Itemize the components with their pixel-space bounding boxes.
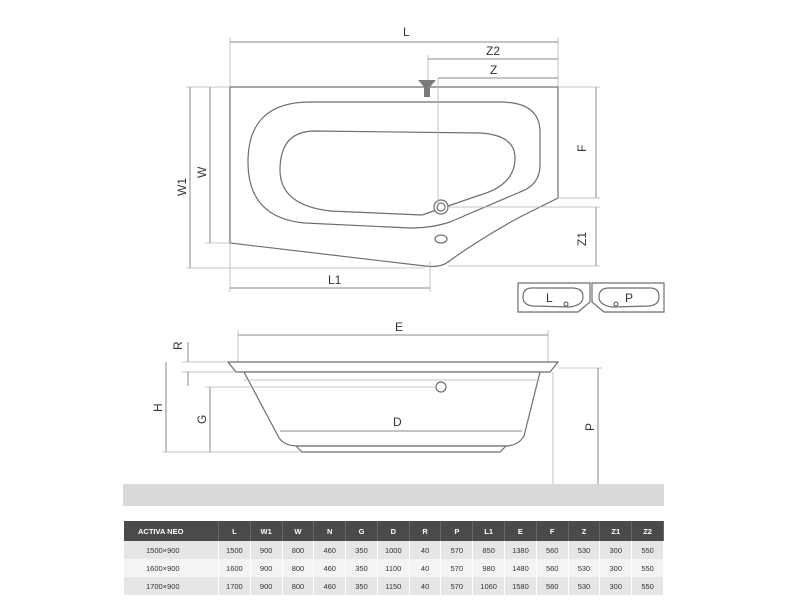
dim-label-z2: Z2	[486, 44, 501, 58]
table-cell: 980	[473, 559, 505, 577]
table-header-cell: F	[536, 521, 568, 541]
dim-label-z: Z	[490, 63, 498, 77]
dim-label-w1: W1	[175, 178, 189, 196]
table-cell: 550	[632, 559, 664, 577]
dim-label-f: F	[575, 144, 589, 152]
table-cell: 300	[600, 577, 632, 595]
table-cell: 40	[409, 541, 441, 559]
table-cell: 1500	[219, 541, 251, 559]
table-cell: 1600×900	[124, 559, 219, 577]
dim-label-r: R	[171, 341, 185, 350]
table-cell: 350	[346, 577, 378, 595]
table-cell: 570	[441, 577, 473, 595]
table-header-cell: ACTIVA NEO	[124, 521, 219, 541]
table-row	[124, 541, 664, 559]
table-header-cell: P	[441, 521, 473, 541]
table-row	[124, 559, 664, 577]
table-cell: 1150	[377, 577, 409, 595]
table-cell: 850	[473, 541, 505, 559]
table-header-cell: E	[505, 521, 537, 541]
table-cell: 460	[314, 577, 346, 595]
table-cell: 300	[600, 559, 632, 577]
table-header-cell: N	[314, 521, 346, 541]
table-cell: 1060	[473, 577, 505, 595]
table-header-cell: Z	[568, 521, 600, 541]
table-cell: 460	[314, 559, 346, 577]
table-cell: 1700	[219, 577, 251, 595]
tub-body-side	[244, 372, 540, 446]
table-cell: 550	[632, 541, 664, 559]
table-header-cell: L	[219, 521, 251, 541]
table-cell: 1380	[505, 541, 537, 559]
table-cell: 530	[568, 577, 600, 595]
table-cell: 1580	[505, 577, 537, 595]
table-header-cell: W1	[250, 521, 282, 541]
table-cell: 900	[250, 559, 282, 577]
table-cell: 550	[632, 577, 664, 595]
table-header-cell: Z2	[632, 521, 664, 541]
table-cell: 1500×900	[124, 541, 219, 559]
dim-label-l: L	[403, 25, 410, 39]
table-cell: 40	[409, 559, 441, 577]
table-cell: 900	[250, 541, 282, 559]
table-cell: 350	[346, 541, 378, 559]
table-cell: 1700×900	[124, 577, 219, 595]
table-header-cell: Z1	[600, 521, 632, 541]
variant-right-label: P	[625, 291, 634, 305]
table-cell: 560	[536, 541, 568, 559]
dim-label-p: P	[583, 422, 597, 431]
table-cell: 560	[536, 559, 568, 577]
dim-label-z1: Z1	[575, 231, 589, 246]
table-header-cell: D	[377, 521, 409, 541]
dim-label-e: E	[395, 320, 404, 334]
table-cell: 1100	[377, 559, 409, 577]
dimensions-table	[124, 521, 664, 595]
table-cell: 560	[536, 577, 568, 595]
table-cell: 300	[600, 541, 632, 559]
dim-label-l1: L1	[328, 273, 342, 287]
table-header-cell: L1	[473, 521, 505, 541]
table-cell: 570	[441, 559, 473, 577]
dim-label-h: H	[151, 403, 165, 412]
table-cell: 800	[282, 559, 314, 577]
table-cell: 350	[346, 559, 378, 577]
floor	[123, 484, 664, 506]
tub-rim-side	[228, 362, 558, 372]
table-row	[124, 577, 664, 595]
table-header-cell: R	[409, 521, 441, 541]
table-cell: 900	[250, 577, 282, 595]
overflow-icon	[435, 235, 447, 243]
dim-label-d: D	[393, 415, 402, 429]
top-view	[175, 25, 600, 292]
dim-label-g: G	[195, 414, 209, 424]
table-cell: 570	[441, 541, 473, 559]
table-cell: 40	[409, 577, 441, 595]
table-header-row	[124, 521, 664, 541]
variant-right-thumbnail	[592, 283, 664, 312]
dim-label-w: W	[195, 166, 209, 178]
table-cell: 530	[568, 559, 600, 577]
table-header-cell: G	[346, 521, 378, 541]
table-cell: 800	[282, 541, 314, 559]
table-cell: 460	[314, 541, 346, 559]
table-cell: 530	[568, 541, 600, 559]
table-header-cell: W	[282, 521, 314, 541]
side-view	[123, 320, 664, 506]
variant-left-label: L	[546, 291, 553, 305]
table-cell: 800	[282, 577, 314, 595]
variant-left-thumbnail	[518, 283, 590, 312]
table-cell: 1480	[505, 559, 537, 577]
table-cell: 1000	[377, 541, 409, 559]
overflow-side-icon	[436, 382, 446, 392]
table-cell: 1600	[219, 559, 251, 577]
tub-base-side	[296, 446, 506, 452]
